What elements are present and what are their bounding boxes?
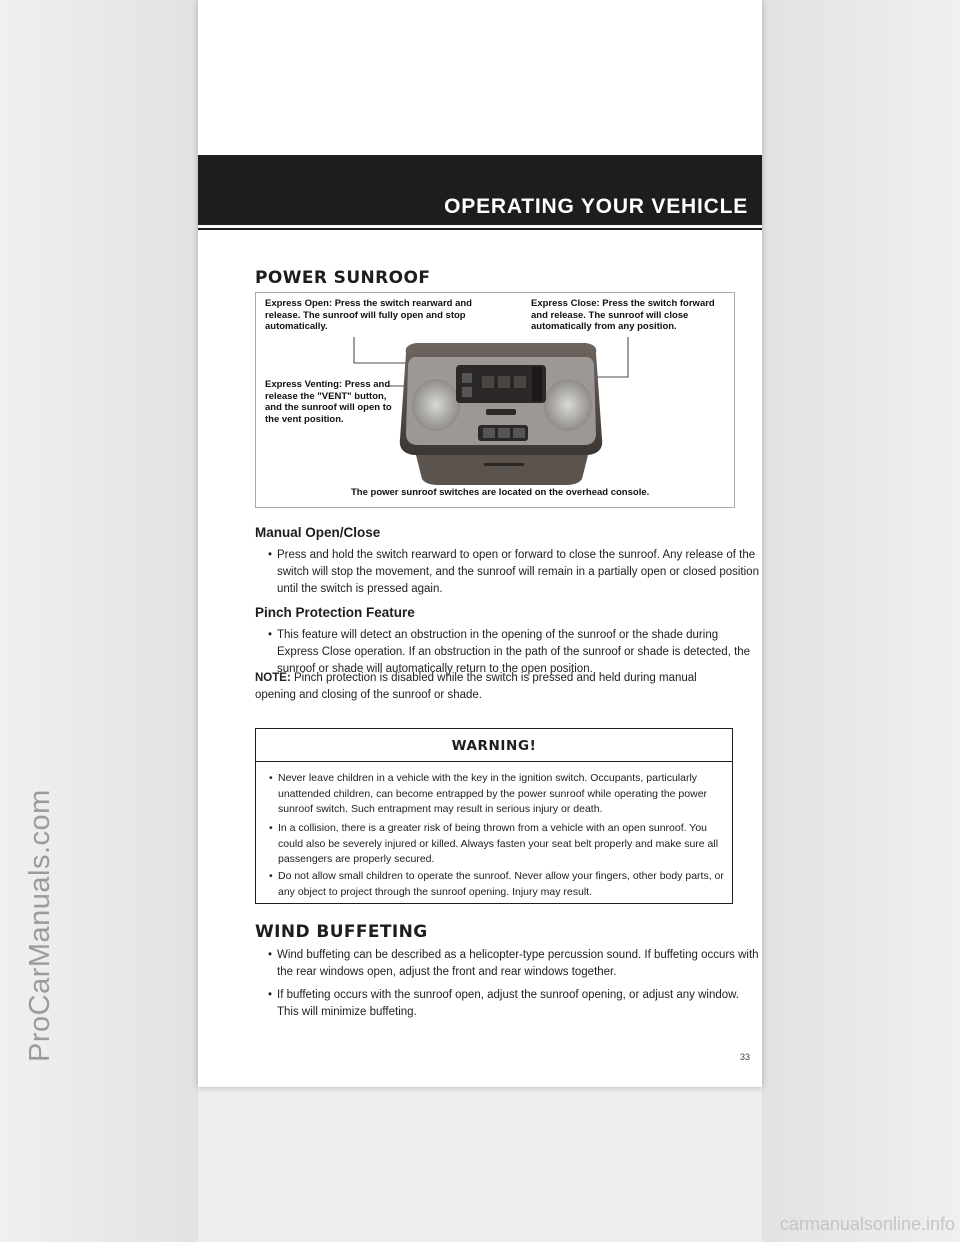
pinch-bullet-1: • This feature will detect an obstruction in the opening of the sunroof or the shade during Express Close operation. If an obstruction in the path of the sunroof or shade is detected, the sunroof or shade will automatically return to the open position. [263, 627, 761, 678]
note-text: Pinch protection is disabled while the switch is pressed and held during manual opening and closing of the sunroof or shade. [255, 672, 697, 701]
bottom-margin [198, 1087, 762, 1242]
header-rule [198, 228, 762, 230]
side-watermark [0, 0, 56, 1242]
heading-pinch-protection: Pinch Protection Feature [255, 605, 415, 620]
bottom-watermark: carmanualsonline.info [779, 1214, 955, 1234]
warning-rule [256, 761, 732, 762]
figure-caption: The power sunroof switches are located on the overhead console. [351, 487, 650, 498]
heading-power-sunroof: POWER SUNROOF [255, 268, 431, 288]
warning-bullet-3: • Do not allow small children to operate the sunroof. Never allow your fingers, other body parts, or any object to project through the sunroof opening. Injury may result. [268, 869, 730, 900]
side-watermark-text: ProCarManuals.com [24, 789, 56, 1062]
overhead-console-illustration [256, 293, 734, 507]
callout-express-venting: Express Venting: Press and release the "VENT" button, and the sunroof will open to the vent position. [265, 379, 392, 425]
sunroof-console-figure [255, 292, 735, 508]
warning-bullet-1: • Never leave children in a vehicle with the key in the ignition switch. Occupants, particularly unattended children, can become entrapped by the power sunroof while operating the power sunroof switch. Such entrapment may result in serious injury or death. [268, 771, 730, 818]
heading-manual-open-close: Manual Open/Close [255, 525, 381, 540]
warning-bullet-2: • In a collision, there is a greater risk of being thrown from a vehicle with an open sunroof. You could also be severely injured or killed. Always fasten your seat belt properly and make sure all passengers are properly secured. [268, 821, 730, 868]
warning-box [255, 728, 733, 904]
manual-page [198, 0, 762, 1087]
heading-wind-buffeting: WIND BUFFETING [255, 922, 428, 942]
wind-bullet-1: • Wind buffeting can be described as a helicopter-type percussion sound. If buffeting occurs with the rear windows open, adjust the front and rear windows together. [263, 947, 761, 981]
header-band [198, 155, 762, 225]
callout-express-close: Express Close: Press the switch forward and release. The sunroof will close automatically from any position. [531, 298, 715, 332]
page-number: 33 [739, 1052, 750, 1062]
section-header-title: OPERATING YOUR VEHICLE [444, 195, 748, 218]
wind-bullet-2: • If buffeting occurs with the sunroof open, adjust the sunroof opening, or adjust any window. This will minimize buffeting. [263, 987, 761, 1021]
right-margin [762, 0, 960, 1242]
note-label: NOTE: [255, 672, 291, 684]
warning-title: WARNING! [451, 738, 537, 754]
note-paragraph [255, 670, 733, 704]
callout-express-open: Express Open: Press the switch rearward and release. The sunroof will fully open and stop automatically. [265, 298, 472, 332]
manual-bullet-1: • Press and hold the switch rearward to open or forward to close the sunroof. Any release of the switch will stop the movement, and the sunroof will remain in a partially open or closed position until the switch is pressed again. [263, 547, 761, 598]
